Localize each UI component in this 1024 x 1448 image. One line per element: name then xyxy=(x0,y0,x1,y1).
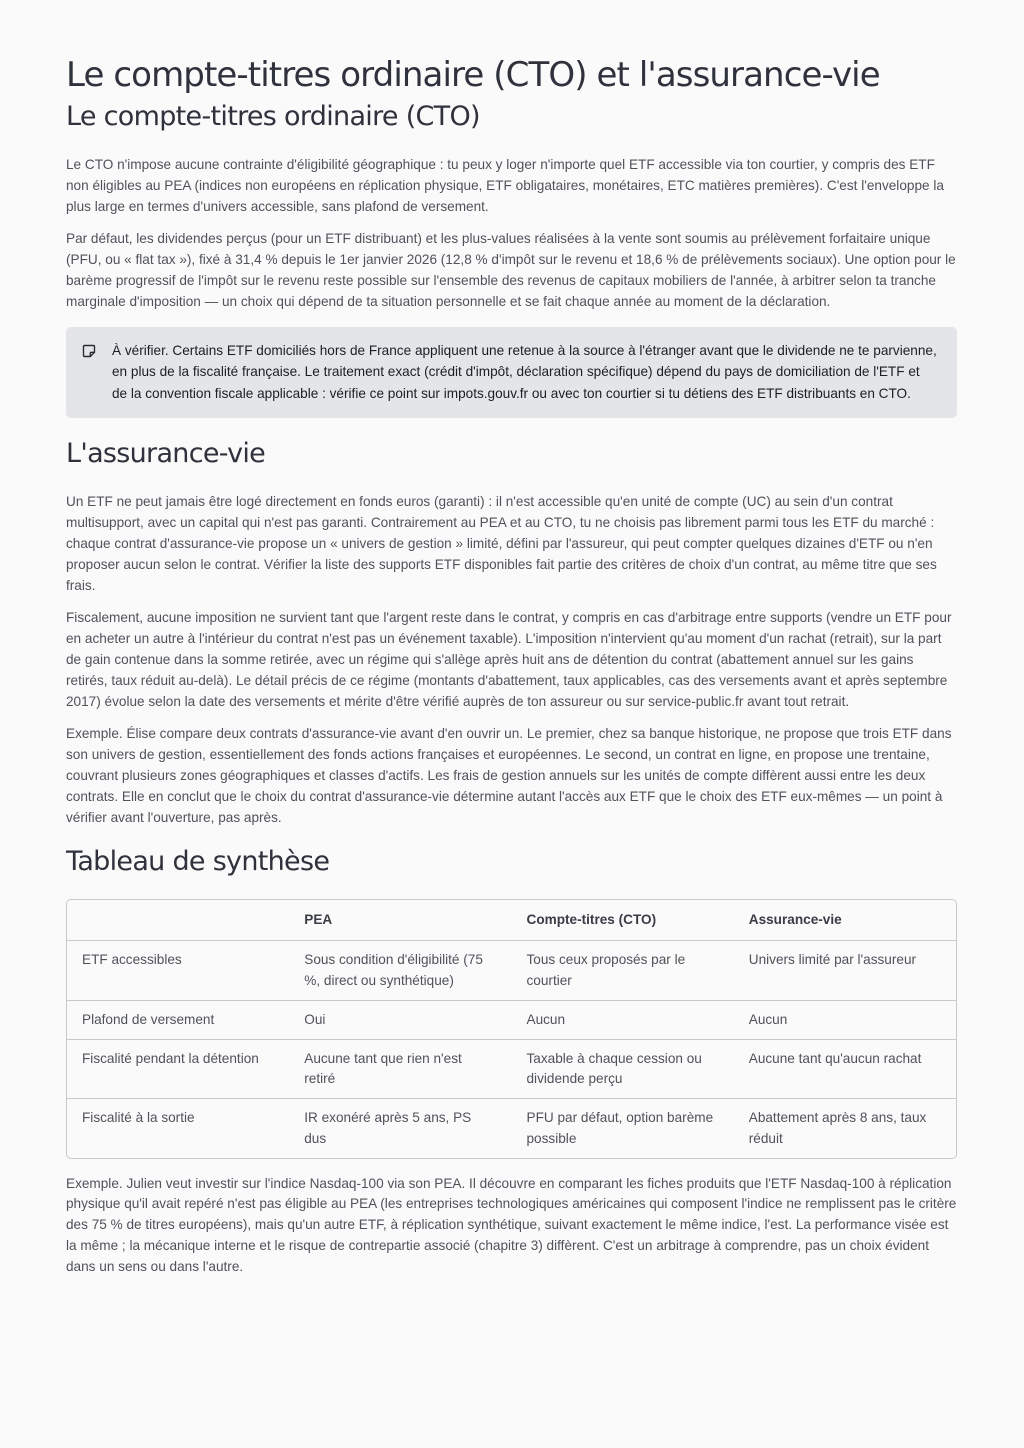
table-header-cell xyxy=(67,900,289,941)
table-header-cell: PEA xyxy=(289,900,511,941)
table-cell: Aucune tant que rien n'est retiré xyxy=(289,1040,511,1100)
table-header-cell: Assurance-vie xyxy=(734,900,956,941)
table-header-cell: Compte-titres (CTO) xyxy=(512,900,734,941)
table-cell: Abattement après 8 ans, taux réduit xyxy=(748,1110,927,1146)
cto-paragraph: Par défaut, les dividendes perçus (pour un ETF distribuant) et les plus-values réalisées à la vente sont soumis au prélèvement forfaitaire unique (PFU, ou « flat tax »), fixé à 31,4 % depuis le 1er janvier 2026 (12,8 % d'impôt sur le revenu et 18,6 % de prélèvements sociaux). Une option pour le barème progressif de l'impôt sur le revenu reste possible sur l'ensemble des revenus de capitaux mobiliers de l'année, à arbitrer selon ta tranche marginale d'imposition — un choix qui dépend de ta situation personnelle et se fait chaque année au moment de la déclaration. xyxy=(66,231,956,309)
section-heading-summary: Tableau de synthèse xyxy=(66,846,330,878)
table-cell: PFU par défaut, option barème possible xyxy=(526,1110,714,1146)
note-icon xyxy=(82,344,96,358)
table-cell: Sous condition d'éligibilité (75 %, direct ou synthétique) xyxy=(289,941,511,1001)
table-row xyxy=(67,941,956,1001)
table-cell: Oui xyxy=(289,1001,511,1040)
section-heading-cto: Le compte-titres ordinaire (CTO) xyxy=(66,101,480,132)
assurance-vie-paragraph: Un ETF ne peut jamais être logé directement en fonds euros (garanti) : il n'est accessible qu'en unité de compte (UC) au sein d'un contrat multisupport, avec un capital qui n'est pas garanti. Contrairement au PEA et au CTO, tu ne choisis pas librement parmi tous les ETF du marché : chaque contrat d'assurance-vie propose un « univers de gestion » limité, défini par l'assureur, qui peut compter quelques dizaines d'ETF ou n'en proposer aucun selon le contrat. Vérifier la liste des supports ETF disponibles fait partie des critères de choix d'un contrat, au même titre que ses frais. xyxy=(66,494,937,593)
table-cell: Fiscalité pendant la détention xyxy=(67,1040,289,1100)
table-cell: Aucun xyxy=(512,1001,734,1040)
table-cell: Plafond de versement xyxy=(67,1001,289,1040)
table-row xyxy=(67,1099,956,1158)
summary-table xyxy=(66,899,957,1158)
table-row xyxy=(67,1001,956,1040)
table-cell: Fiscalité à la sortie xyxy=(82,1110,195,1126)
table-header-row xyxy=(67,900,956,941)
table-cell: IR exonéré après 5 ans, PS dus xyxy=(304,1110,472,1146)
table-row xyxy=(67,1040,956,1100)
assurance-vie-paragraph: Fiscalement, aucune imposition ne survient tant que l'argent reste dans le contrat, y compris en cas d'arbitrage entre supports (vendre un ETF pour en acheter un autre à l'intérieur du contrat n'est pas un événement taxable). L'imposition n'intervient qu'au moment d'un rachat (retrait), sur la part de gain contenue dans la somme retirée, avec un régime qui s'allège après huit ans de détention du contrat (abattement annuel sur les gains retirés, taux réduit au-delà). Le détail précis de ce régime (montants d'abattement, taux applicables, cas des versements avant et après septembre 2017) évolue selon la date des versements et mérite d'être vérifié auprès de ton assureur ou sur service-public.fr avant tout retrait. xyxy=(66,610,952,709)
table-cell: ETF accessibles xyxy=(67,941,289,1001)
table-cell: Aucune tant qu'aucun rachat xyxy=(734,1040,956,1100)
example-julien: Exemple. Julien veut investir sur l'indice Nasdaq-100 via son PEA. Il découvre en comparant les fiches produits que l'ETF Nasdaq-100 à réplication physique qu'il avait repéré n'est pas éligible au PEA (les entreprises technologiques américaines qui composent l'indice ne remplissent pas le critère des 75 % de titres européens), mais qu'un autre ETF, à réplication synthétique, suivant exactement le même indice, l'est. La performance visée est la même ; la mécanique interne et le risque de contrepartie associé (chapitre 3) diffèrent. C'est un arbitrage à comprendre, pas un choix évident dans un sens ou dans l'autre. xyxy=(66,1175,957,1274)
page-title: Le compte-titres ordinaire (CTO) et l'assurance-vie xyxy=(66,55,880,95)
callout-text: À vérifier. Certains ETF domiciliés hors de France appliquent une retenue à la source à l'étranger avant que le dividende ne te parvienne, en plus de la fiscalité française. Le traitement exact (crédit d'impôt, déclaration spécifique) dépend du pays de domiciliation de l'ETF et de la convention fiscale applicable : vérifie ce point sur impots.gouv.fr ou avec ton courtier si tu détiens des ETF distribuants en CTO. xyxy=(112,342,937,401)
section-heading-assurance-vie: L'assurance-vie xyxy=(66,438,266,470)
table-cell: Taxable à chaque cession ou dividende perçu xyxy=(512,1040,734,1100)
cto-paragraph: Le CTO n'impose aucune contrainte d'éligibilité géographique : tu peux y loger n'importe quel ETF accessible via ton courtier, y compris des ETF non éligibles au PEA (indices non européens en réplication physique, ETF obligataires, monétaires, ETC matières premières). C'est l'enveloppe la plus large en termes d'univers accessible, sans plafond de versement. xyxy=(66,157,944,214)
verification-callout xyxy=(66,327,957,419)
table-cell: Tous ceux proposés par le courtier xyxy=(512,941,734,1001)
table-cell: Aucun xyxy=(734,1001,956,1040)
table-cell: Univers limité par l'assureur xyxy=(734,941,956,1001)
example-elise: Exemple. Élise compare deux contrats d'assurance-vie avant d'en ouvrir un. Le premier, chez sa banque historique, ne propose que trois ETF dans son univers de gestion, essentiellement des fonds actions françaises et européennes. Le second, un contrat en ligne, en propose une trentaine, couvrant plusieurs zones géographiques et classes d'actifs. Les frais de gestion annuels sur les unités de compte diffèrent aussi entre les deux contrats. Elle en conclut que le choix du contrat d'assurance-vie détermine autant l'accès aux ETF que le choix des ETF eux-mêmes — un point à vérifier avant l'ouverture, pas après. xyxy=(66,726,952,825)
